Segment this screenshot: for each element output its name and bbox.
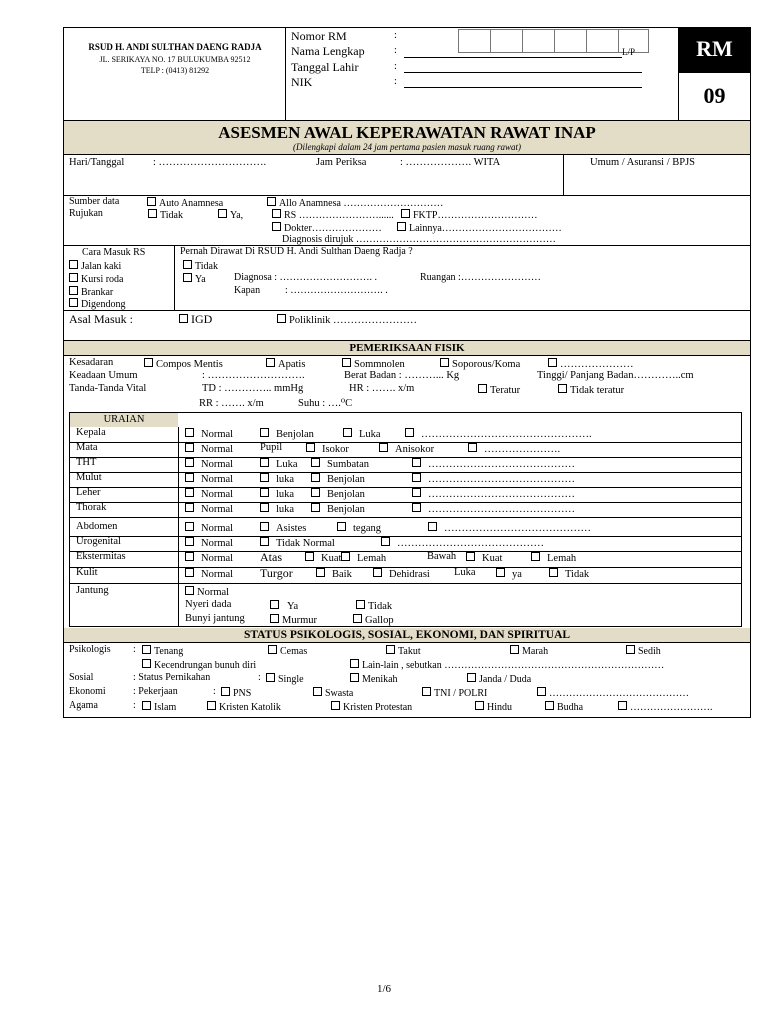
option-islam[interactable]: Islam [142, 701, 176, 713]
option-nyeri-tidak[interactable]: Tidak [356, 600, 392, 613]
rm-digit-box[interactable] [554, 29, 587, 53]
suhu-field[interactable]: Suhu : ….⁰C [298, 398, 353, 409]
checkbox[interactable] [148, 209, 157, 218]
hospital-name: RSUD H. ANDI SULTHAN DAENG RADJA [88, 42, 262, 52]
option-menikah[interactable]: Menikah [350, 673, 398, 685]
option-single[interactable]: Single [266, 673, 304, 685]
td-field[interactable]: TD : ………….. mmHg [202, 383, 304, 394]
label-pernah-dirawat: Pernah Dirawat Di RSUD H. Andi Sulthan Daeng Radja ? [180, 246, 413, 257]
checkbox[interactable] [266, 358, 275, 367]
checkbox[interactable] [306, 443, 315, 452]
checkbox[interactable] [350, 673, 359, 682]
tinggi-badan-field[interactable]: Tinggi/ Panjang Badan…………..cm [537, 370, 694, 381]
checkbox[interactable] [142, 659, 151, 668]
option-murmur[interactable]: Murmur [270, 614, 317, 627]
page-number: 1/6 [376, 983, 392, 995]
checkbox[interactable] [69, 260, 78, 269]
option-pekerjaan-lain[interactable]: …………………………………… [537, 687, 689, 699]
label-status-pernikahan: : Status Pernikahan [133, 672, 211, 683]
uraian-option[interactable]: luka [260, 503, 294, 516]
checkbox[interactable] [185, 503, 194, 512]
option-apatis[interactable]: Apatis [266, 358, 305, 371]
checkbox[interactable] [422, 687, 431, 696]
checkbox[interactable] [183, 273, 192, 282]
uraian-option[interactable]: Anisokor [379, 443, 434, 456]
option-kesadaran-lain[interactable]: ………………… [548, 358, 634, 371]
option-rujukan-fktp[interactable]: FKTP………………………… [401, 209, 537, 221]
checkbox[interactable] [185, 568, 194, 577]
hr-field[interactable]: HR : ……. x/m [349, 383, 415, 394]
uraian-option[interactable]: Normal [185, 488, 233, 501]
option-poliklinik[interactable]: Poliklinik …………………… [277, 314, 417, 327]
uraian-row-divider [69, 457, 742, 458]
uraian-option[interactable]: Lemah [341, 552, 386, 565]
uraian-label-kulit: Kulit [76, 567, 98, 578]
uraian-label-tht: THT [76, 457, 97, 468]
uraian-label-thorak: Thorak [76, 502, 107, 513]
label-tgl-lahir: Tanggal Lahir [291, 60, 359, 74]
frame-bottom [63, 717, 751, 718]
uraian-row-divider [69, 583, 742, 584]
label-nyeri-dada: Nyeri dada [185, 599, 232, 610]
option-compos-mentis[interactable]: Compos Mentis [144, 358, 223, 371]
form-subtitle: (Dilengkapi dalam 24 jam pertama pasien masuk ruang rawat) [293, 142, 521, 152]
uraian-option[interactable]: …………………. [468, 443, 560, 456]
label-nama: Nama Lengkap [291, 44, 365, 58]
uraian-label-mulut: Mulut [76, 472, 102, 483]
option-pernah-ya[interactable]: Ya [183, 273, 206, 285]
section-pemeriksaan-fisik: PEMERIKSAAN FISIK [349, 342, 465, 354]
checkbox[interactable] [183, 260, 192, 269]
label-pekerjaan: : Pekerjaan [133, 686, 178, 697]
checkbox[interactable] [356, 600, 365, 609]
uraian-label-abdomen: Abdomen [76, 521, 118, 532]
label-jam-periksa: Jam Periksa [316, 157, 367, 168]
nomor-rm-boxes[interactable] [458, 29, 648, 51]
rm-digit-box[interactable] [458, 29, 491, 53]
checkbox[interactable] [405, 428, 414, 437]
checkbox[interactable] [221, 687, 230, 696]
diagnosa-field[interactable]: Diagnosa : ………………………. . [234, 272, 378, 283]
option-nyeri-ya[interactable]: Ya [270, 600, 298, 613]
option-jalan-kaki[interactable]: Jalan kaki [69, 260, 121, 272]
checkbox[interactable] [260, 473, 269, 482]
checkbox[interactable] [475, 701, 484, 710]
uraian-row-divider [69, 551, 742, 552]
label-hari-tanggal: Hari/Tanggal [69, 157, 125, 168]
uraian-option[interactable]: ya [496, 568, 522, 581]
checkbox[interactable] [381, 537, 390, 546]
option-rujukan-lainnya[interactable]: Lainnya……………………………… [397, 222, 562, 234]
checkbox[interactable] [350, 659, 359, 668]
uraian-option[interactable]: Normal [185, 428, 233, 441]
rm-number: 09 [703, 83, 726, 108]
checkbox[interactable] [412, 488, 421, 497]
rm-digit-box[interactable] [522, 29, 555, 53]
lp-suffix: L/P [622, 47, 636, 57]
checkbox[interactable] [185, 443, 194, 452]
checkbox[interactable] [272, 222, 281, 231]
checkbox[interactable] [270, 614, 279, 623]
label-sosial: Sosial [69, 672, 94, 683]
uraian-option[interactable]: Benjolan [311, 488, 365, 501]
uraian-label-ekstermitas: Ekstermitas [76, 551, 126, 562]
nama-field-line[interactable] [404, 57, 622, 58]
checkbox[interactable] [260, 537, 269, 546]
uraian-option[interactable]: …………………………………… [412, 488, 575, 501]
label-nik: NIK [291, 75, 313, 89]
option-brankar[interactable]: Brankar [69, 286, 113, 298]
nik-field-line[interactable] [404, 87, 642, 88]
uraian-option[interactable]: Luka [260, 458, 298, 471]
option-takut[interactable]: Takut [386, 645, 421, 657]
checkbox[interactable] [311, 473, 320, 482]
uraian-option[interactable]: Normal [185, 443, 233, 456]
checkbox[interactable] [218, 209, 227, 218]
uraian-option[interactable]: Normal [185, 552, 233, 565]
checkbox[interactable] [545, 701, 554, 710]
uraian-option[interactable]: Normal [185, 537, 233, 550]
checkbox[interactable] [466, 552, 475, 561]
checkbox[interactable] [379, 443, 388, 452]
checkbox[interactable] [207, 701, 216, 710]
checkbox[interactable] [342, 358, 351, 367]
checkbox[interactable] [467, 673, 476, 682]
checkbox[interactable] [311, 503, 320, 512]
label-nomor-rm: Nomor RM [291, 29, 347, 43]
uraian-option[interactable]: …………………………………………. [405, 428, 592, 441]
label-ekonomi: Ekonomi [69, 686, 106, 697]
uraian-option[interactable]: Normal [185, 458, 233, 471]
label-sumber-data: Sumber data [69, 196, 120, 207]
uraian-option[interactable]: luka [260, 488, 294, 501]
option-rujukan-rs[interactable]: RS ……………………...... [272, 209, 394, 221]
rm-digit-box[interactable] [586, 29, 619, 53]
label-kapan: Kapan [234, 285, 261, 296]
hospital-address: JL. SERIKAYA NO. 17 BULUKUMBA 92512 [99, 55, 251, 64]
option-tenang[interactable]: Tenang [142, 645, 183, 657]
checkbox[interactable] [147, 197, 156, 206]
label-keadaan-umum: Keadaan Umum [69, 370, 138, 381]
uraian-row-divider [69, 472, 742, 473]
checkbox[interactable] [270, 600, 279, 609]
uraian-option[interactable]: …………………………………… [412, 473, 575, 486]
uraian-option[interactable]: …………………………………… [428, 522, 591, 535]
checkbox[interactable] [179, 314, 188, 323]
checkbox[interactable] [626, 645, 635, 654]
checkbox[interactable] [260, 428, 269, 437]
checkbox[interactable] [185, 552, 194, 561]
payment-type[interactable]: Umum / Asuransi / BPJS [590, 157, 696, 168]
option-tni-polri[interactable]: TNI / POLRI [422, 687, 487, 699]
frame-right [750, 27, 751, 717]
checkbox[interactable] [185, 458, 194, 467]
uraian-text: Turgor [260, 566, 293, 580]
uraian-row-divider [69, 502, 742, 503]
checkbox[interactable] [440, 358, 449, 367]
checkbox[interactable] [260, 522, 269, 531]
uraian-text: Atas [260, 550, 282, 564]
form-title: ASESMEN AWAL KEPERAWATAN RAWAT INAP [218, 123, 596, 142]
checkbox[interactable] [305, 552, 314, 561]
keadaan-umum-field[interactable]: : ………………………. [202, 370, 305, 381]
uraian-option[interactable]: Kuat [466, 552, 502, 565]
checkbox[interactable] [316, 568, 325, 577]
option-lain-lain[interactable]: Lain-lain , sebutkan ………………………………………………………… [350, 659, 664, 671]
checkbox[interactable] [510, 645, 519, 654]
uraian-option[interactable]: Kuat [305, 552, 341, 565]
checkbox[interactable] [331, 701, 340, 710]
checkbox[interactable] [268, 645, 277, 654]
checkbox[interactable] [185, 537, 194, 546]
option-teratur[interactable]: Teratur [478, 384, 520, 397]
checkbox[interactable] [412, 503, 421, 512]
uraian-label-urogenital: Urogenital [76, 536, 121, 547]
uraian-option[interactable]: Isokor [306, 443, 349, 456]
berat-badan-field[interactable]: Berat Badan : ………... Kg [344, 370, 460, 381]
option-bunuh-diri[interactable]: Kecendrungan bunuh diri [142, 659, 256, 671]
label-cara-masuk: Cara Masuk RS [82, 247, 146, 258]
option-pernah-tidak[interactable]: Tidak [183, 260, 218, 272]
uraian-option[interactable]: Tidak [549, 568, 589, 581]
checkbox[interactable] [537, 687, 546, 696]
uraian-text: Luka [454, 567, 476, 578]
checkbox[interactable] [618, 701, 627, 710]
label-agama: Agama [69, 700, 98, 711]
checkbox[interactable] [267, 197, 276, 206]
uraian-label-leher: Leher [76, 487, 101, 498]
checkbox[interactable] [478, 384, 487, 393]
checkbox[interactable] [373, 568, 382, 577]
checkbox[interactable] [260, 458, 269, 467]
checkbox[interactable] [428, 522, 437, 531]
kapan-field[interactable]: : ………………………. . [285, 285, 388, 296]
checkbox[interactable] [185, 522, 194, 531]
option-soporous[interactable]: Soporous/Koma [440, 358, 520, 371]
option-digendong[interactable]: Digendong [69, 298, 125, 310]
uraian-option[interactable]: Benjolan [311, 503, 365, 516]
uraian-title: URAIAN [103, 414, 145, 425]
checkbox[interactable] [277, 314, 286, 323]
checkbox[interactable] [468, 443, 477, 452]
checkbox[interactable] [558, 384, 567, 393]
checkbox[interactable] [272, 209, 281, 218]
option-cemas[interactable]: Cemas [268, 645, 307, 657]
uraian-option[interactable]: Normal [185, 522, 233, 535]
uraian-option[interactable]: …………………………………… [381, 537, 544, 550]
checkbox[interactable] [412, 473, 421, 482]
checkbox[interactable] [412, 458, 421, 467]
option-kristen-katolik[interactable]: Kristen Katolik [207, 701, 281, 713]
uraian-option[interactable]: Baik [316, 568, 352, 581]
ruangan-field[interactable]: Ruangan :…………………… [420, 272, 541, 283]
option-kursi-roda[interactable]: Kursi roda [69, 273, 124, 285]
option-rujukan-ya[interactable]: Ya, [218, 209, 243, 221]
checkbox[interactable] [260, 503, 269, 512]
uraian-text: Bawah [427, 551, 457, 562]
option-kristen-protestan[interactable]: Kristen Protestan [331, 701, 412, 713]
option-hindu[interactable]: Hindu [475, 701, 512, 713]
uraian-option[interactable]: …………………………………… [412, 503, 575, 516]
uraian-option[interactable]: Normal [185, 503, 233, 516]
option-somnolen[interactable]: Sommnolen [342, 358, 405, 371]
label-asal-masuk: Asal Masuk : [69, 312, 133, 326]
option-gallop[interactable]: Gallop [353, 614, 394, 627]
option-janda-duda[interactable]: Janda / Duda [467, 673, 531, 685]
option-agama-lain[interactable]: ……………………. [618, 701, 713, 713]
checkbox[interactable] [185, 586, 194, 595]
checkbox[interactable] [531, 552, 540, 561]
checkbox[interactable] [142, 701, 151, 710]
hari-tanggal-field[interactable]: : …………………………. [153, 157, 267, 168]
uraian-option[interactable]: tegang [337, 522, 381, 535]
rm-digit-box[interactable] [490, 29, 523, 53]
option-rujukan-dokter[interactable]: Dokter………………… [272, 222, 382, 234]
checkbox[interactable] [311, 458, 320, 467]
option-budha[interactable]: Budha [545, 701, 583, 713]
jam-periksa-field[interactable]: : ………………. WITA [400, 157, 501, 168]
rm-label: RM [696, 36, 733, 61]
uraian-row-divider [69, 487, 742, 488]
checkbox[interactable] [69, 298, 78, 307]
checkbox[interactable] [386, 645, 395, 654]
checkbox[interactable] [337, 522, 346, 531]
option-sedih[interactable]: Sedih [626, 645, 661, 657]
checkbox[interactable] [397, 222, 406, 231]
checkbox[interactable] [260, 488, 269, 497]
uraian-option[interactable]: Tidak Normal [260, 537, 335, 550]
uraian-option[interactable]: Luka [343, 428, 381, 441]
checkbox[interactable] [313, 687, 322, 696]
option-swasta[interactable]: Swasta [313, 687, 353, 699]
option-pns[interactable]: PNS [221, 687, 251, 699]
uraian-option[interactable]: …………………………………… [412, 458, 575, 471]
label-kesadaran: Kesadaran [69, 357, 114, 368]
checkbox[interactable] [548, 358, 557, 367]
option-auto-anamnesa[interactable]: Auto Anamnesa [147, 197, 223, 209]
checkbox[interactable] [353, 614, 362, 623]
option-jantung-normal[interactable]: Normal [185, 586, 229, 599]
uraian-label-kepala: Kepala [76, 427, 106, 438]
option-marah[interactable]: Marah [510, 645, 548, 657]
checkbox[interactable] [496, 568, 505, 577]
uraian-text: Pupil [260, 442, 283, 453]
section-psikososial: STATUS PSIKOLOGIS, SOSIAL, EKONOMI, DAN SPIRITUAL [243, 629, 571, 641]
diagnosis-dirujuk-field[interactable]: Diagnosis dirujuk …………………………………………………… [282, 234, 556, 245]
uraian-option[interactable]: Lemah [531, 552, 576, 565]
uraian-option[interactable]: Asistes [260, 522, 306, 535]
rr-field[interactable]: RR : ……. x/m [199, 398, 264, 409]
checkbox[interactable] [549, 568, 558, 577]
checkbox[interactable] [69, 273, 78, 282]
uraian-row-divider [69, 517, 742, 518]
uraian-option[interactable]: Dehidrasi [373, 568, 430, 581]
checkbox[interactable] [266, 673, 275, 682]
uraian-option[interactable]: Sumbatan [311, 458, 369, 471]
checkbox[interactable] [144, 358, 153, 367]
hospital-phone: TELP : (0413) 81292 [140, 66, 210, 75]
uraian-option[interactable]: Benjolan [260, 428, 314, 441]
uraian-label-mata: Mata [76, 442, 98, 453]
uraian-option[interactable]: Normal [185, 473, 233, 486]
label-psikologis: Psikologis [69, 644, 111, 655]
uraian-option[interactable]: Normal [185, 568, 233, 581]
label-bunyi-jantung: Bunyi jantung [185, 613, 245, 624]
checkbox[interactable] [343, 428, 352, 437]
frame-top [63, 27, 751, 28]
checkbox[interactable] [341, 552, 350, 561]
checkbox[interactable] [311, 488, 320, 497]
uraian-option[interactable]: luka [260, 473, 294, 486]
option-igd[interactable]: IGD [179, 313, 212, 325]
tgl-lahir-field-line[interactable] [404, 72, 642, 73]
checkbox[interactable] [69, 286, 78, 295]
label-rujukan: Rujukan [69, 208, 103, 219]
checkbox[interactable] [185, 488, 194, 497]
checkbox[interactable] [401, 209, 410, 218]
label-ttv: Tanda-Tanda Vital [69, 383, 147, 394]
uraian-option[interactable]: Benjolan [311, 473, 365, 486]
checkbox[interactable] [185, 428, 194, 437]
option-allo-anamnesa[interactable]: Allo Anamnesa ………………………… [267, 197, 443, 209]
checkbox[interactable] [142, 645, 151, 654]
option-rujukan-tidak[interactable]: Tidak [148, 209, 183, 221]
label-jantung: Jantung [76, 585, 109, 596]
checkbox[interactable] [185, 473, 194, 482]
option-tidak-teratur[interactable]: Tidak teratur [558, 384, 624, 397]
